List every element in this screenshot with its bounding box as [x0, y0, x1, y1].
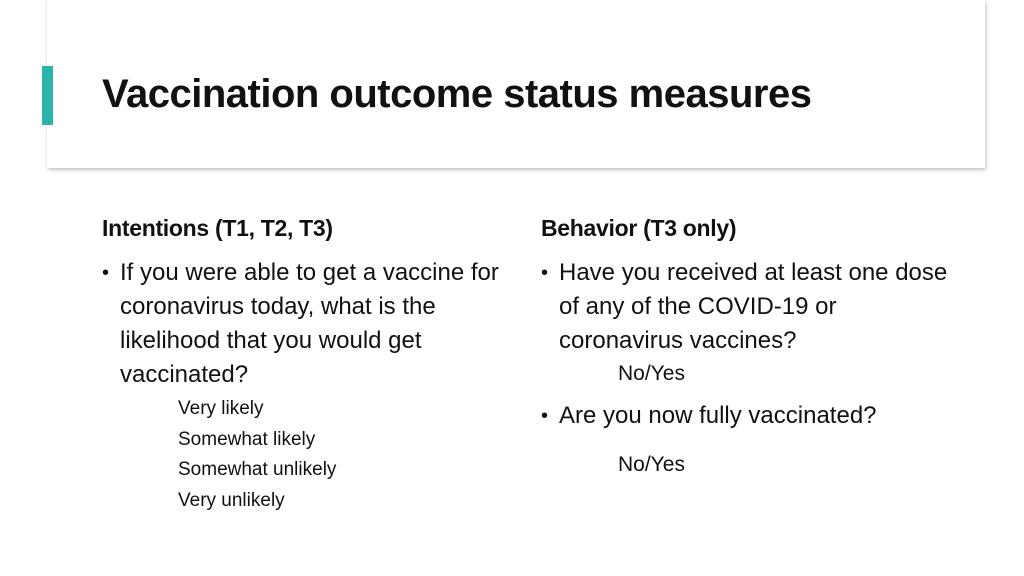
behavior-question-fully	[541, 399, 961, 433]
title-accent-bar	[42, 66, 53, 125]
intentions-column	[102, 212, 512, 516]
behavior-question-fully-text: Are you now fully vaccinated?	[559, 402, 877, 429]
behavior-answer-dose: No/Yes	[618, 362, 685, 385]
intentions-question-text: If you were able to get a vaccine for coronavirus today, what is the likelihood that you would get vaccinated?	[120, 259, 499, 388]
bullet-icon: •	[541, 405, 549, 427]
option-somewhat-unlikely: Somewhat unlikely	[178, 459, 337, 480]
intentions-heading: Intentions (T1, T2, T3)	[102, 215, 333, 241]
behavior-column	[541, 212, 961, 481]
bullet-icon: •	[102, 262, 110, 284]
behavior-answer-fully: No/Yes	[618, 453, 685, 476]
option-very-likely: Very likely	[178, 398, 264, 419]
intentions-question	[102, 256, 512, 392]
option-somewhat-likely: Somewhat likely	[178, 428, 316, 450]
slide-title: Vaccination outcome status measures	[102, 72, 812, 116]
option-very-unlikely: Very unlikely	[178, 489, 285, 511]
bullet-icon: •	[541, 262, 549, 284]
intentions-options	[178, 394, 512, 516]
behavior-heading: Behavior (T3 only)	[541, 215, 737, 241]
behavior-question-dose	[541, 256, 961, 358]
behavior-question-dose-text: Have you received at least one dose of any of the COVID-19 or coronavirus vaccines?	[559, 259, 948, 354]
